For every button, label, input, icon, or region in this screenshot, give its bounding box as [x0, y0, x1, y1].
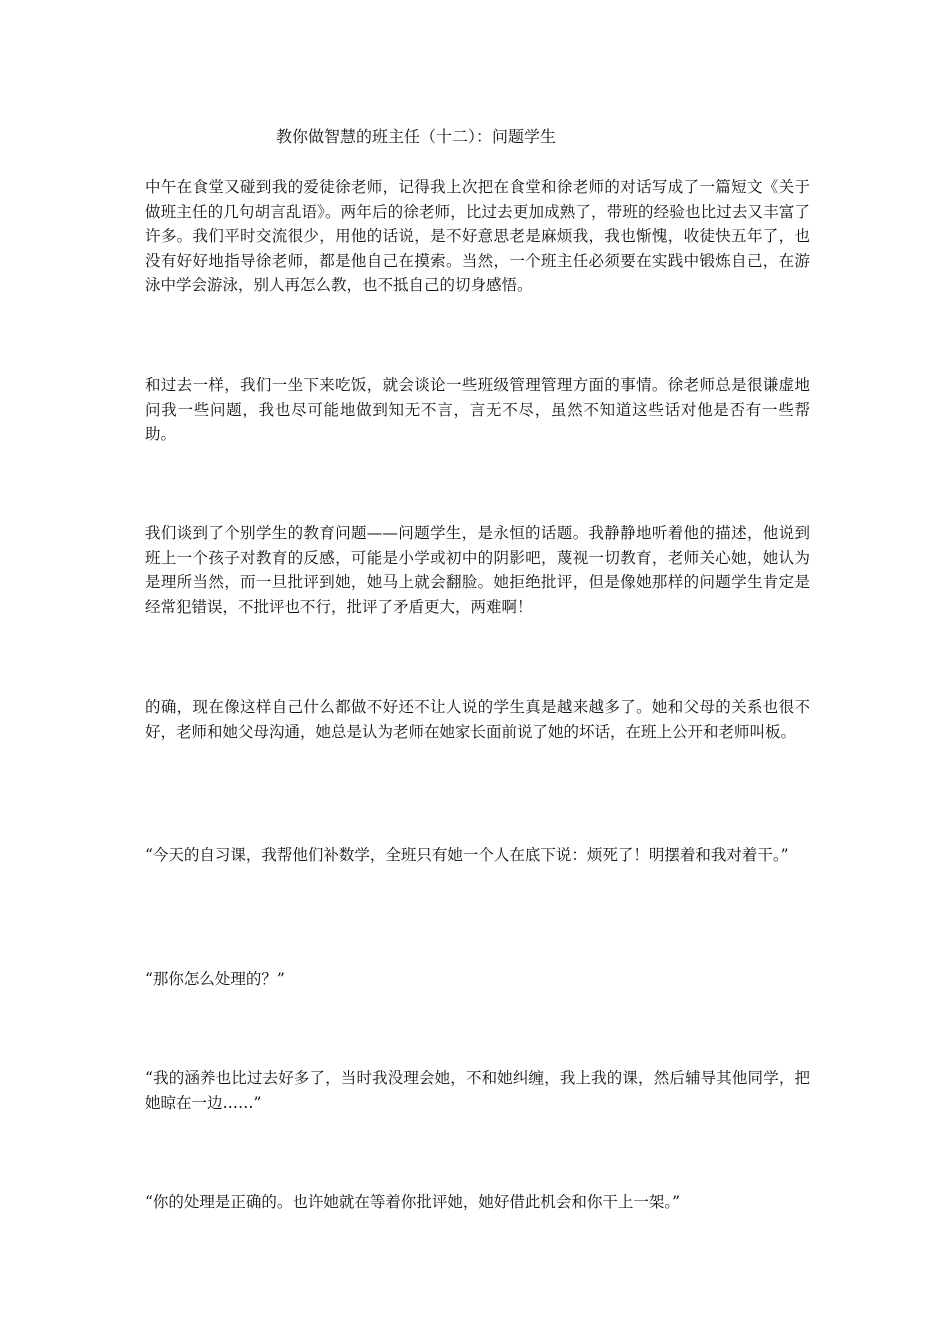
paragraph: “今天的自习课，我帮他们补数学，全班只有她一个人在底下说：烦死了！明摆着和我对着干。” — [145, 846, 789, 864]
paragraph: “你的处理是正确的。也许她就在等着你批评她，她好借此机会和你干上一架。” — [145, 1193, 681, 1211]
paragraph: 和过去一样，我们一坐下来吃饭，就会谈论一些班级管理管理方面的事情。徐老师总是很谦虚地问我一些问题，我也尽可能地做到知无不言，言无不尽，虽然不知道这些话对他是否有一些帮助。 — [145, 376, 810, 444]
document-title: 教你做智慧的班主任（十二）：问题学生 — [276, 127, 557, 146]
paragraph: 我们谈到了个别学生的教育问题——问题学生，是永恒的话题。我静静地听着他的描述，他说到班上一个孩子对教育的反感，可能是小学或初中的阴影吧，蔑视一切教育，老师关心她，她认为是理所当然，而一旦批评到她，她马上就会翻脸。她拒绝批评，但是像她那样的问题学生肯定是经常犯错误，不批评也不行，批评了矛盾更大，两难啊！ — [145, 524, 810, 616]
paragraph: “那你怎么处理的？” — [145, 970, 285, 988]
paragraph: “我的涵养也比过去好多了，当时我没理会她，不和她纠缠，我上我的课，然后辅导其他同学，把她晾在一边……” — [145, 1069, 810, 1112]
paragraph: 的确，现在像这样自己什么都做不好还不让人说的学生真是越来越多了。她和父母的关系也很不好，老师和她父母沟通，她总是认为老师在她家长面前说了她的坏话，在班上公开和老师叫板。 — [145, 698, 810, 741]
paragraph: 中午在食堂又碰到我的爱徒徐老师，记得我上次把在食堂和徐老师的对话写成了一篇短文《关于做班主任的几句胡言乱语》。两年后的徐老师，比过去更加成熟了，带班的经验也比过去又丰富了许多。我们平时交流很少，用他的话说，是不好意思老是麻烦我，我也惭愧，收徒快五年了，也没有好好地指导徐老师，都是他自己在摸索。当然，一个班主任必须要在实践中锻炼自己，在游泳中学会游泳，别人再怎么教，也不抵自己的切身感悟。 — [145, 178, 810, 295]
